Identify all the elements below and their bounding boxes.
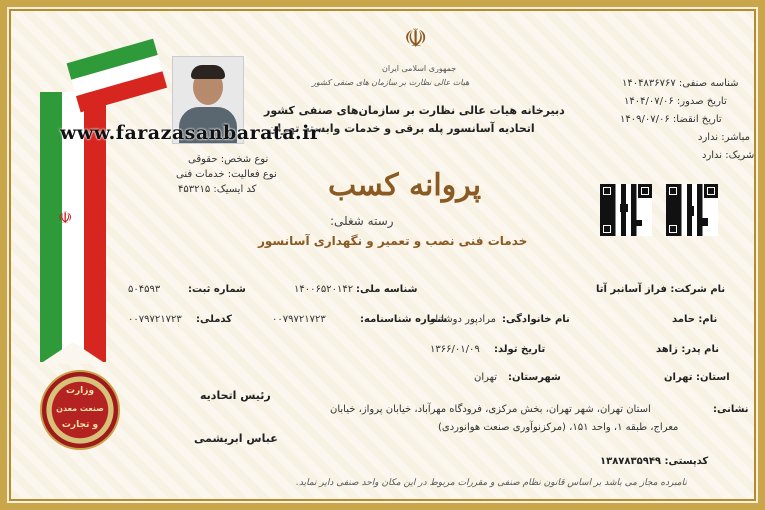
website-watermark: www.farazasanbarata.ir <box>60 122 321 144</box>
address-label: نشانی: <box>713 404 749 415</box>
address-line1: استان تهران، شهر تهران، بخش مرکزی، فرودگاه مهرآباد، خیابان پرواز، خیابان <box>330 404 651 415</box>
reg-no: ۵۰۴۵۹۳ <box>128 284 161 295</box>
union-text: اتحادیه آسانسور پله برقی و خدمات وابسته تهران <box>268 122 535 135</box>
isic-code: کد ایسیک: ۴۵۳۲۱۵ <box>178 184 257 195</box>
field-value: خدمات فنی نصب و تعمیر و نگهداری آسانسور <box>258 234 528 248</box>
last-name: مرادپور دوشانلو <box>430 314 497 325</box>
flag-emblem-icon: ☫ <box>58 208 73 227</box>
ministry-seal: وزارت صنعت معدن و تجارت <box>40 370 120 450</box>
qr-code-left <box>600 184 652 236</box>
guild-id: شناسه صنفی: ۱۴۰۴۸۳۶۷۶۷ <box>622 78 739 89</box>
first-name: نام: حامد <box>672 314 718 325</box>
id-no: ۰۰۷۹۷۲۱۷۲۳ <box>272 314 326 325</box>
reg-no-label: شماره ثبت: <box>188 284 246 295</box>
company-name: نام شرکت: فراز آسانبر آتا <box>596 284 726 295</box>
id-no-label: شماره شناسنامه: <box>360 314 448 325</box>
national-code-label: کدملی: <box>196 314 232 325</box>
national-emblem-icon: ☫ <box>404 24 428 54</box>
province: استان: تهران <box>664 372 730 383</box>
address-line2: معراج، طبقه ۱، واحد ۱۵۱، (مرکزنوآوری صنعت هوانوردی) <box>438 422 679 433</box>
person-type: نوع شخص: حقوقی <box>188 154 269 165</box>
birth-date-label: تاریخ تولد: <box>494 344 546 355</box>
mobasher: مباشر: ندارد <box>698 132 750 143</box>
activity-type: نوع فعالیت: خدمات فنی <box>176 169 277 180</box>
issue-date: تاریخ صدور: ۱۴۰۴/۰۷/۰۶ <box>624 96 727 107</box>
father-name: نام پدر: زاهد <box>656 344 719 355</box>
national-code: ۰۰۷۹۷۲۱۷۲۳ <box>128 314 182 325</box>
signature-name: عباس ابریشمی <box>194 432 278 445</box>
field-label: رسته شغلی: <box>330 214 394 228</box>
partner: شریک: ندارد <box>702 150 755 161</box>
expiry-date: تاریخ انقضا: ۱۴۰۹/۰۷/۰۶ <box>620 114 722 125</box>
license-title: پروانه کسب <box>328 168 482 203</box>
footer-note: نامبرده مجاز می باشد بر اساس قانون نظام صنفی و مقررات مربوط در این مکان واحد صنفی دایر نماید. <box>296 478 687 488</box>
last-name-label: نام خانوادگی: <box>502 314 570 325</box>
birth-date: ۱۳۶۶/۰۱/۰۹ <box>430 344 480 355</box>
postal-code: کدپستی: ۱۳۸۷۸۳۵۹۴۹ <box>600 456 709 467</box>
secretariat-text: دبیرخانه هیات عالی نظارت بر سازمان‌های صنفی کشور <box>264 104 565 117</box>
city: تهران <box>474 372 498 383</box>
national-id: ۱۴۰۰۶۵۲۰۱۴۲ <box>294 284 354 295</box>
national-id-label: شناسه ملی: <box>356 284 418 295</box>
city-label: شهرستان: <box>508 372 561 383</box>
signature-title: رئیس اتحادیه <box>200 389 271 402</box>
board-text: هیات عالی نظارت بر سازمان های صنفی کشور <box>312 78 470 87</box>
republic-text: جمهوری اسلامی ایران <box>382 64 457 73</box>
qr-code-right <box>666 184 718 236</box>
